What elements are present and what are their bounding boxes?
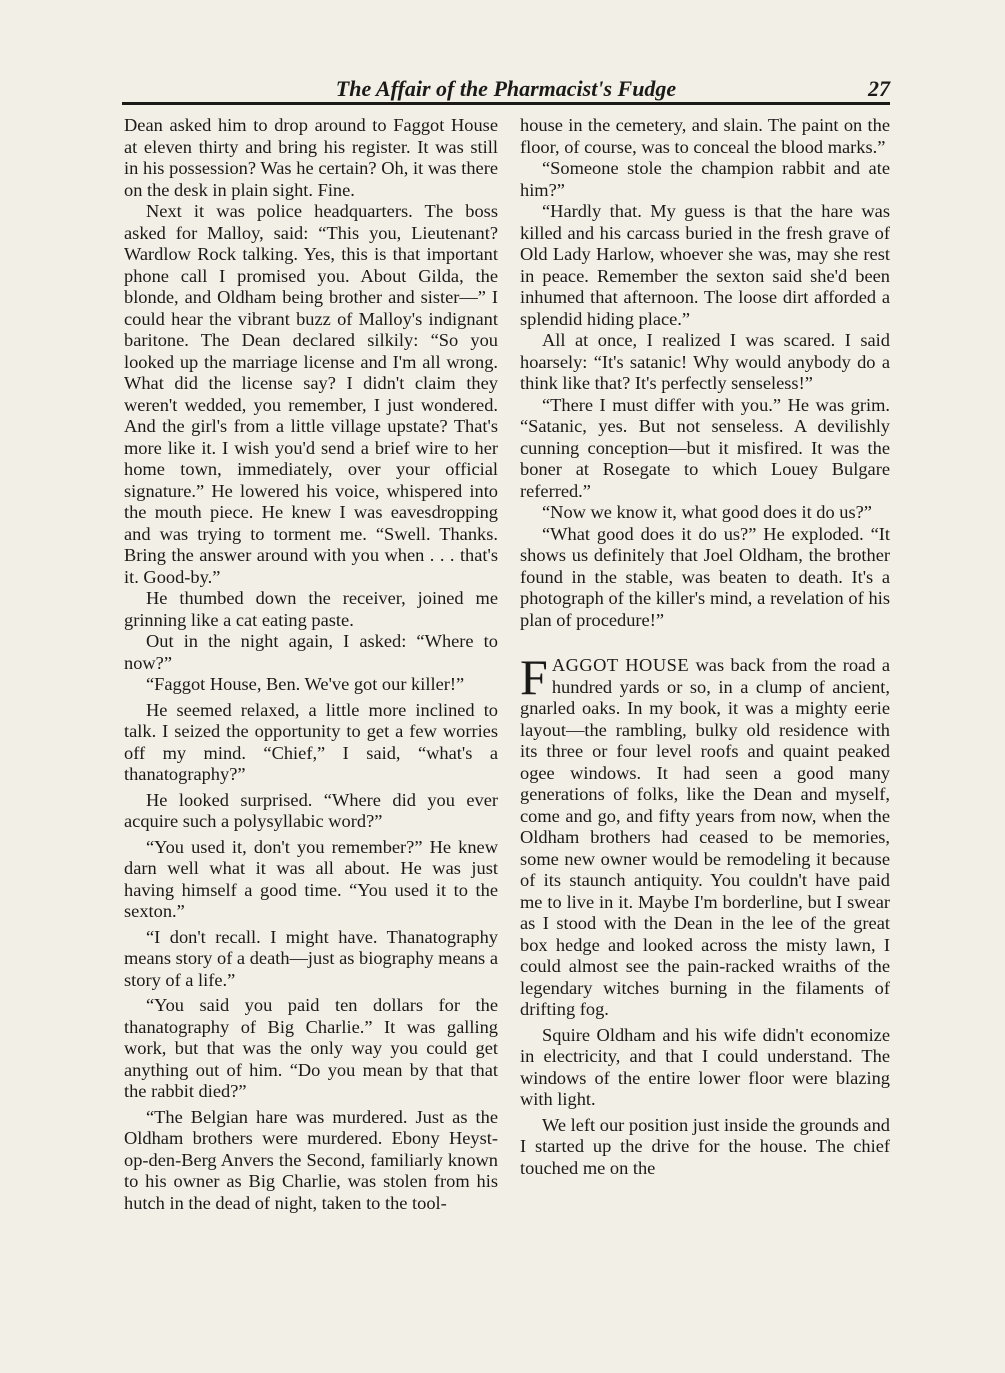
paragraph: “Faggot House, Ben. We've got our killer!” bbox=[146, 674, 465, 694]
running-header bbox=[122, 76, 890, 105]
lead-caps: AGGOT HOUSE bbox=[551, 655, 690, 675]
paragraph: Out in the night again, I asked: “Where to now?” bbox=[124, 631, 498, 673]
paragraph: “What good does it do us?” He exploded. “It shows us definitely that Joel Oldham, the brother found in the stable, was beaten to death. It's a photograph of the killer's mind, a revelation of his plan of procedure!” bbox=[520, 523, 890, 630]
paragraph: “Someone stole the champion rabbit and ate him?” bbox=[520, 158, 890, 200]
paragraph: All at once, I realized I was scared. I said hoarsely: “It's satanic! Why would anybody do a think like that? It's perfectly senseless!” bbox=[520, 330, 890, 393]
drop-cap: F bbox=[520, 649, 548, 705]
paragraph: “There I must differ with you.” He was grim. “Satanic, yes. But not senseless. A devilishly cunning conception—but it misfired. It was the boner at Rosegate to which Louey Bulgare referred.” bbox=[520, 394, 890, 501]
paragraph: “You said you paid ten dollars for the thanatography of Big Charlie.” It was galling work, but that was the only way you could get anything out of him. “Do you mean by that that the rabbit died?” bbox=[124, 995, 498, 1101]
paragraph-text: was back from the road a hundred yards or so, in a clump of ancient, gnarled oaks. In my book, it was a mighty eerie layout—the rambling, bulky old residence with its three or four level roofs and quaint peaked ogee windows. It had seen a good many generations of folks, like the Dean and myself, come and go, and fifty years from now, when the Oldham brothers had ceased to be memories, some new owner would be remodeling it because of its staunch antiquity. You couldn't have paid me to live in it. Maybe I'm borderline, but I swear as I stood with the Dean in the lee of the great box hedge and looked across the misty lawn, I could almost see the pain-racked wraiths of the legendary witches burning in the filaments of drifting fog. bbox=[520, 655, 890, 1019]
paragraph: house in the cemetery, and slain. The paint on the floor, of course, was to conceal the blood marks.” bbox=[520, 115, 890, 157]
paragraph: Dean asked him to drop around to Faggot House at eleven thirty and bring his register. It was still in his possession? Was he certain? Oh, it was there on the desk in plain sight. Fine. bbox=[124, 115, 498, 200]
paragraph: “Now we know it, what good does it do us?” bbox=[542, 502, 872, 522]
paragraph: He looked surprised. “Where did you ever acquire such a polysyllabic word?” bbox=[124, 789, 498, 831]
right-column bbox=[520, 115, 890, 1179]
paragraph: “I don't recall. I might have. Thanatography means story of a death—just as biography means a story of a life.” bbox=[124, 926, 498, 990]
paragraph: He seemed relaxed, a little more inclined to talk. I seized the opportunity to get a few worries off my mind. “Chief,” I said, “what's a thanatography?” bbox=[124, 699, 498, 784]
running-title: The Affair of the Pharmacist's Fudge bbox=[335, 76, 677, 101]
paragraph: He thumbed down the receiver, joined me grinning like a cat eating paste. bbox=[124, 588, 498, 630]
paragraph: We left our position just inside the grounds and I started up the drive for the house. The chief touched me on the bbox=[520, 1114, 890, 1178]
section-opening-paragraph bbox=[520, 649, 890, 1021]
page-number: 27 bbox=[868, 76, 890, 101]
paragraph: “You used it, don't you remember?” He knew darn well what it was all about. He was just having himself a good time. “You used it to the sexton.” bbox=[124, 836, 498, 921]
paragraph: “Hardly that. My guess is that the hare was killed and his carcass buried in the fresh grave of Old Lady Harlow, whoever she was, may she rest in peace. Remember the sexton said she'd been inhumed that afternoon. The loose dirt afforded a splendid hiding place.” bbox=[520, 201, 890, 329]
paragraph: Squire Oldham and his wife didn't economize in electricity, and that I could understand. The windows of the entire lower floor were blazing with light. bbox=[520, 1024, 890, 1109]
paragraph: “The Belgian hare was murdered. Just as the Oldham brothers were murdered. Ebony Heyst-op-den-Berg Anvers the Second, familiarly known to his owner as Big Charlie, was stolen from his hutch in the dead of night, taken to the tool- bbox=[124, 1106, 498, 1213]
left-column bbox=[124, 115, 498, 1214]
paragraph: Next it was police headquarters. The boss asked for Malloy, said: “This you, Lieutenant? Wardlow Rock talking. Yes, this is that important phone call I promised you. About Gilda, the blonde, and Oldham being brother and sister—” I could hear the vibrant buzz of Malloy's indignant baritone. The Dean declared silkily: “So you looked up the marriage license and I'm all wrong. What did the license say? I didn't claim they weren't wedded, you remember, I just wondered. And the girl's from a little village upstate? That's more like it. I wish you'd send a brief wire to her home town, immediately, over your official signature.” He lowered his voice, whispered into the mouth piece. He knew I was eavesdropping and was trying to torment me. “Swell. Thanks. Bring the answer around with you when . . . that's it. Good-by.” bbox=[124, 201, 498, 587]
